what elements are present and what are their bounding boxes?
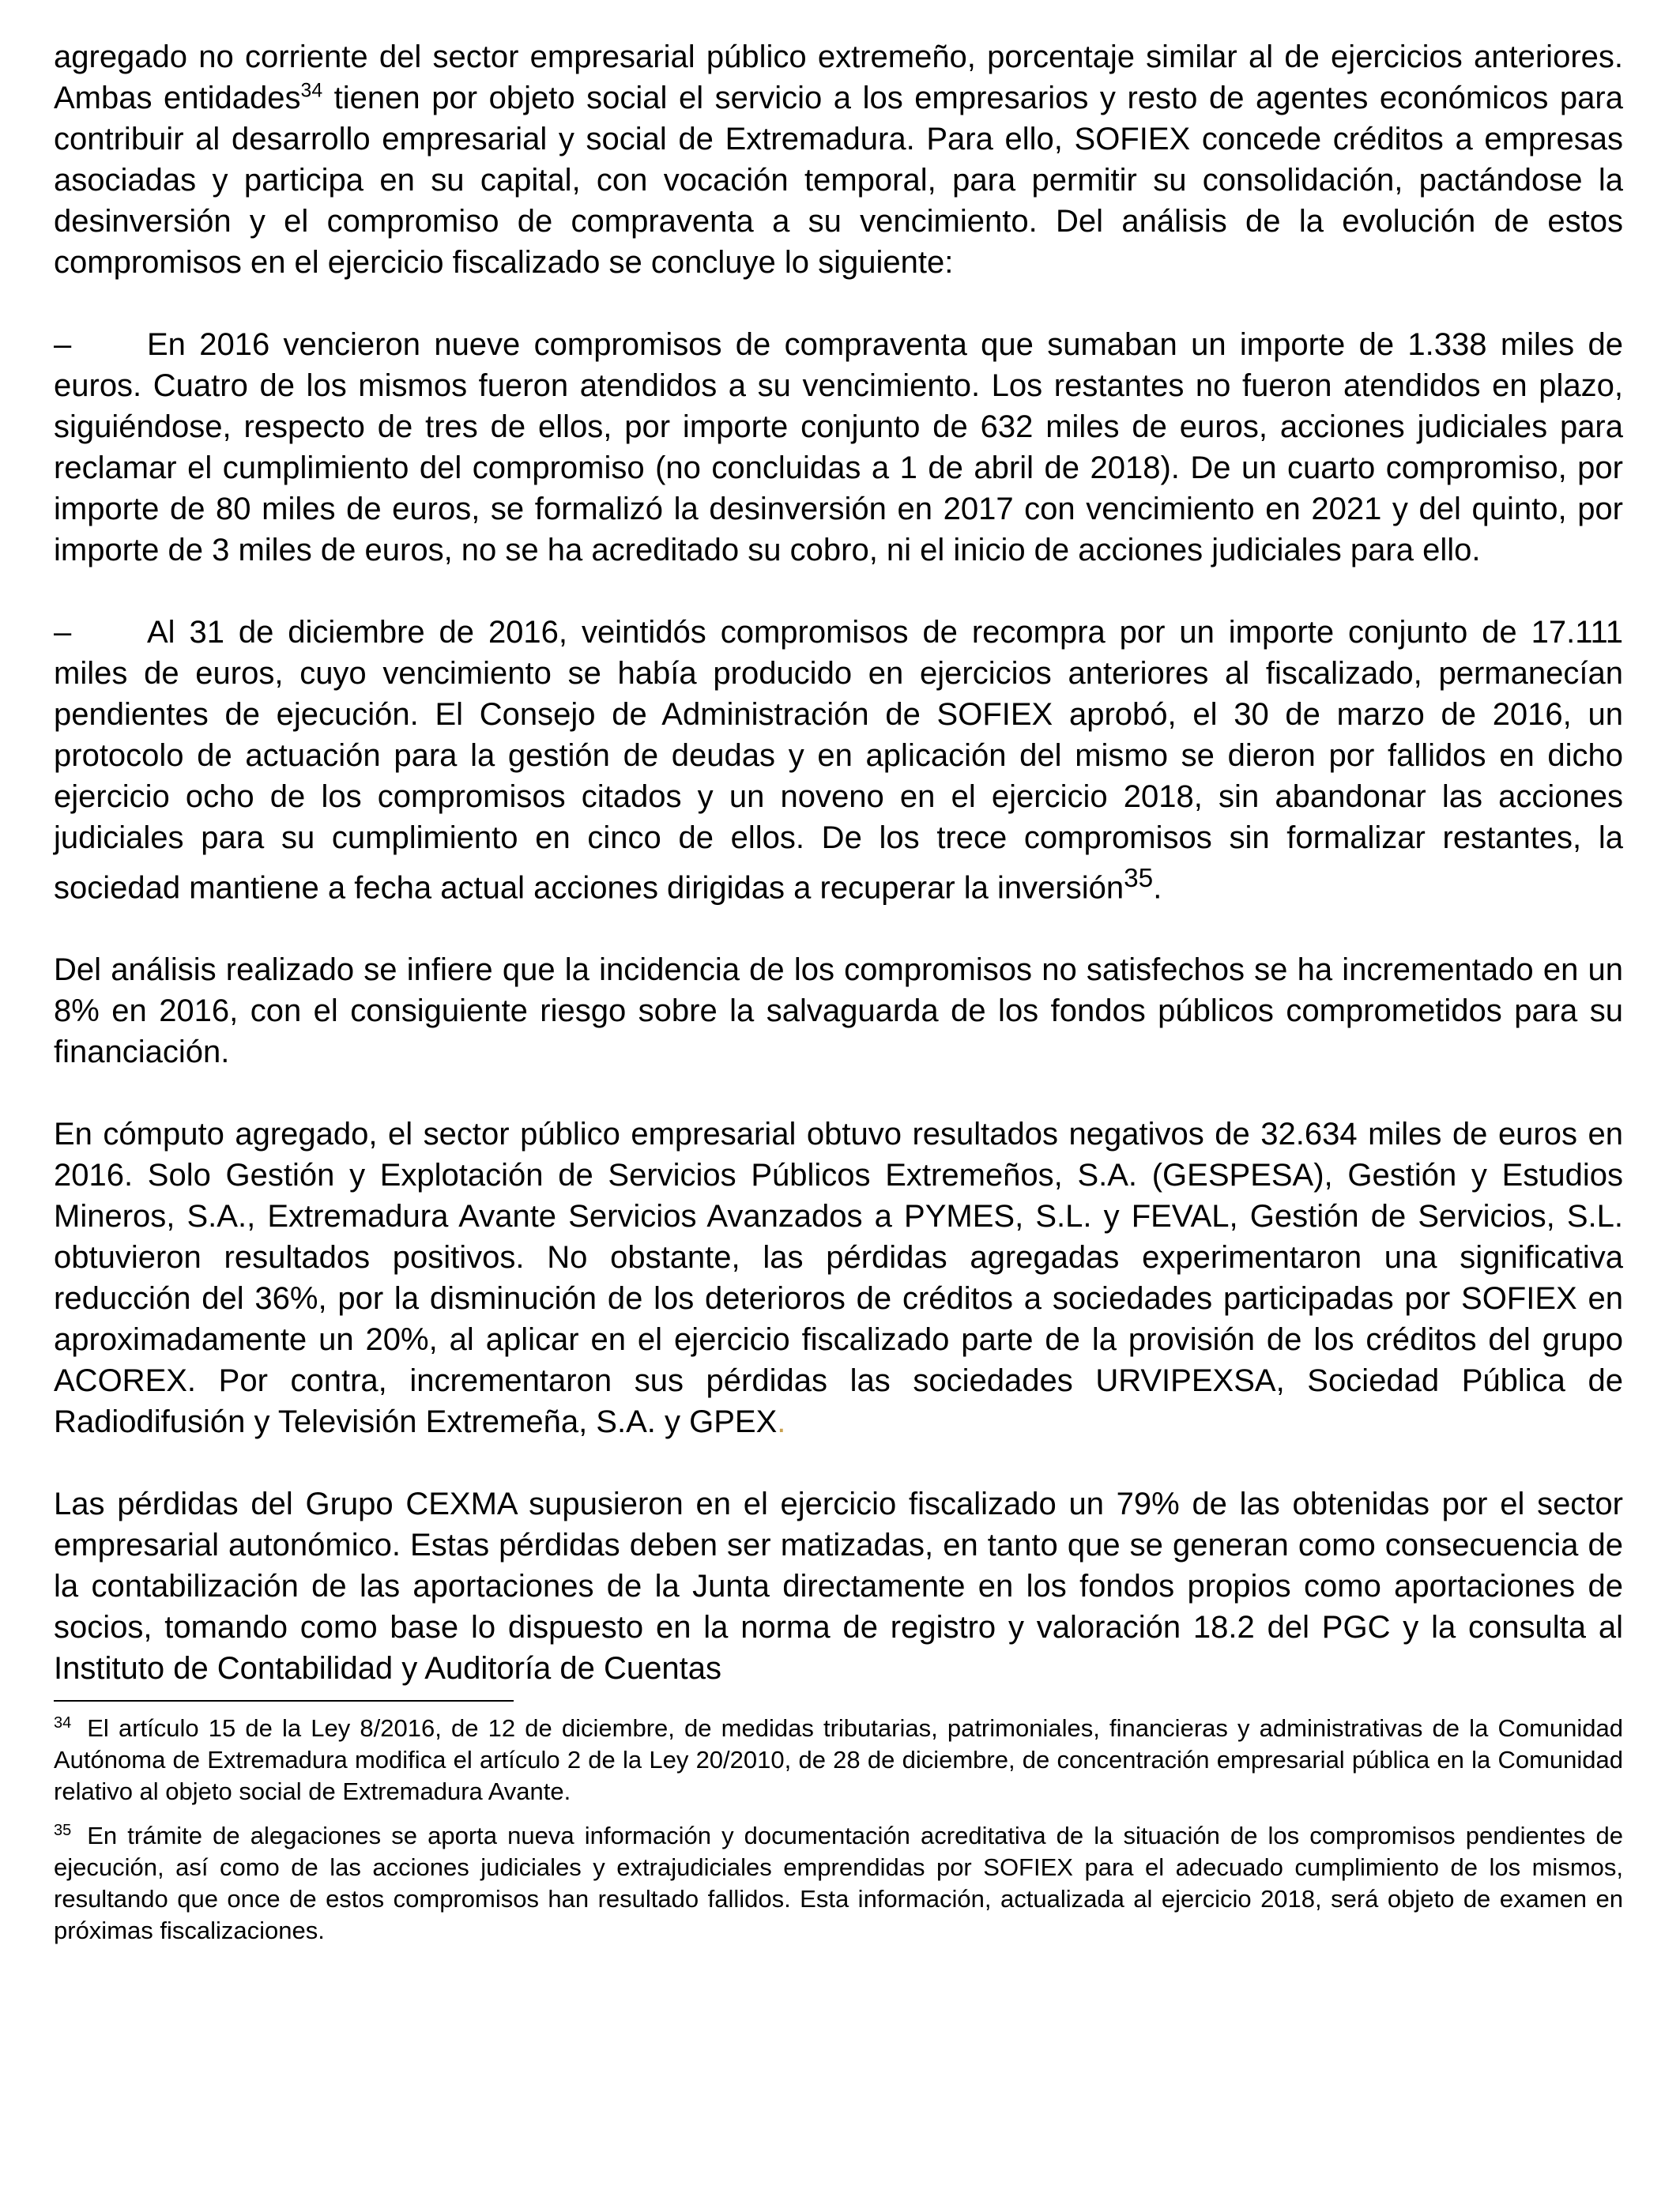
footnote-ref-34[interactable]: 34 xyxy=(300,80,323,102)
stray-period: . xyxy=(777,1404,786,1440)
bullet-text: En 2016 vencieron nueve compromisos de compraventa que sumaban un importe de 1.338 miles de euros. Cuatro de los mismos fueron atendidos a su vencimiento. Los restantes no fueron atendidos en plazo, siguiéndose, respecto de tres de ellos, por importe conjunto de 632 miles de euros, acciones judiciales para reclamar el cumplimiento del compromiso (no concluidas a 1 de abril de 2018). De un cuarto compromiso, por importe de 80 miles de euros, se formalizó la desinversión en 2017 con vencimiento en 2021 y del quinto, por importe de 3 miles de euros, no se ha acreditado su cobro, ni el inicio de acciones judiciales para ello. xyxy=(54,327,1623,567)
bullet-item-2016-commitments xyxy=(54,324,1623,571)
paragraph-text: En cómputo agregado, el sector público empresarial obtuvo resultados negativos de 32.634 miles de euros en 2016. Solo Gestión y Explotación de Servicios Públicos Extremeños, S.A. (GESPESA), Gestión y Estudios Mineros, S.A., Extremadura Avante Servicios Avanzados a PYMES, S.L. y FEVAL, Gestión de Servicios, S.L. obtuvieron resultados positivos. No obstante, las pérdidas agregadas experimentaron una significativa reducción del 36%, por la disminución de los deterioros de créditos a sociedades participadas por SOFIEX en aproximadamente un 20%, al aplicar en el ejercicio fiscalizado parte de la provisión de los créditos del grupo ACOREX. Por contra, incrementaron sus pérdidas las sociedades URVIPEXSA, Sociedad Pública de Radiodifusión y Televisión Extremeña, S.A. y GPEX xyxy=(54,1117,1623,1440)
footnote-34 xyxy=(54,1713,1623,1808)
footnote-text: El artículo 15 de la Ley 8/2016, de 12 de diciembre, de medidas tributarias, patrimoniales, financieras y administrativas de la Comunidad Autónoma de Extremadura modifica el artículo 2 de la Ley 20/2010, de 28 de diciembre, de concentración empresarial pública en la Comunidad relativo al objeto social de Extremadura Avante. xyxy=(54,1714,1623,1806)
bullet-text-end: . xyxy=(1153,870,1162,906)
bullet-text: Al 31 de diciembre de 2016, veintidós compromisos de recompra por un importe conjunto de 17.111 miles de euros, cuyo vencimiento se había producido en ejercicios anteriores al fiscalizado, permanecían pendientes de ejecución. El Consejo de Administración de SOFIEX aprobó, el 30 de marzo de 2016, un protocolo de actuación para la gestión de deudas y en aplicación del mismo se dieron por fallidos en dicho ejercicio ocho de los compromisos citados y un noveno en el ejercicio 2018, sin abandonar las acciones judiciales para su cumplimiento en cinco de ellos. De los trece compromisos sin formalizar restantes, la sociedad mantiene a fecha actual acciones dirigidas a recuperar la inversión xyxy=(54,615,1623,906)
footnote-number: 35 xyxy=(54,1822,72,1839)
footnote-35 xyxy=(54,1820,1623,1947)
paragraph-cexma-losses: Las pérdidas del Grupo CEXMA supusieron en el ejercicio fiscalizado un 79% de las obtenidas por el sector empresarial autonómico. Estas pérdidas deben ser matizadas, en tanto que se generan como consecuencia de la contabilización de las aportaciones de la Junta directamente en los fondos propios como aportaciones de socios, tomando como base lo dispuesto en la norma de registro y valoración 18.2 del PGC y la consulta al Instituto de Contabilidad y Auditoría de Cuentas xyxy=(54,1487,1623,1687)
document-page xyxy=(54,36,1623,1959)
footnote-text: En trámite de alegaciones se aporta nueva información y documentación acreditativa de la situación de los compromisos pendientes de ejecución, así como de las acciones judiciales y extrajudiciales emprendidas por SOFIEX para el adecuado cumplimiento de los mismos, resultando que once de estos compromisos han resultado fallidos. Esta información, actualizada al ejercicio 2018, será objeto de examen en próximas fiscalizaciones. xyxy=(54,1822,1623,1945)
footnote-number: 34 xyxy=(54,1714,72,1732)
dash-bullet: – xyxy=(54,327,72,362)
paragraph-analysis: Del análisis realizado se infiere que la incidencia de los compromisos no satisfechos se ha incrementado en un 8% en 2016, con el consiguiente riesgo sobre la salvaguarda de los fondos públicos comprometidos para su financiación. xyxy=(54,952,1623,1070)
footnote-ref-35[interactable]: 35 xyxy=(1124,864,1154,893)
paragraph-text: tienen por objeto social el servicio a los empresarios y resto de agentes económicos para contribuir al desarrollo empresarial y social de Extremadura. Para ello, SOFIEX concede créditos a empresas asociadas y participa en su capital, con vocación temporal, para permitir su consolidación, pactándose la desinversión y el compromiso de compraventa a su vencimiento. Del análisis de la evolución de estos compromisos en el ejercicio fiscalizado se concluye lo siguiente: xyxy=(54,81,1623,280)
paragraph-sofiex-intro xyxy=(54,36,1623,283)
paragraph-text: agregado no corriente del sector empresarial público extremeño, porcentaje similar al de ejercicios anteriores. Ambas entidades xyxy=(54,40,1623,115)
dash-bullet: – xyxy=(54,615,72,650)
bullet-item-pending-commitments xyxy=(54,612,1623,908)
paragraph-aggregate-results xyxy=(54,1114,1623,1442)
footnote-separator xyxy=(54,1700,514,1702)
